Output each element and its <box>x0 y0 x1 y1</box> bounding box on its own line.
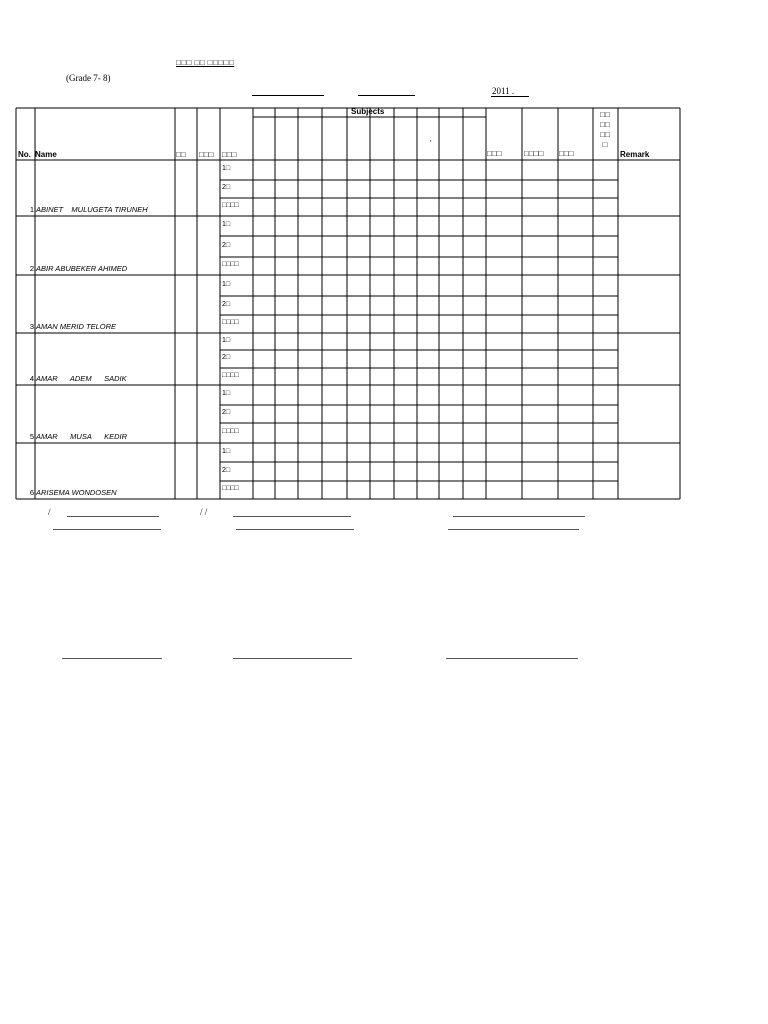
term-average-label: □□□□ <box>222 202 239 209</box>
column-header-no: No. <box>18 150 31 159</box>
term-label: 1□ <box>222 447 231 455</box>
signature-line <box>233 516 351 517</box>
term-label: 2□ <box>222 300 231 308</box>
term-average-label: □□□□ <box>222 428 239 435</box>
column-header-total: □□□ <box>487 149 502 158</box>
row-number: 4 <box>29 374 34 383</box>
student-name: AMAR ADEM SADIK <box>36 374 127 383</box>
row-number: 2 <box>29 264 34 273</box>
signature-line <box>236 529 354 530</box>
signature-line <box>453 516 585 517</box>
term-label: 2□ <box>222 466 231 474</box>
term-average-label: □□□□ <box>222 485 239 492</box>
term-label: 1□ <box>222 280 231 288</box>
term-label: 1□ <box>222 221 231 228</box>
document-title: □□□ □□ □□□□□ <box>176 58 235 67</box>
term-label: 2□ <box>222 409 231 416</box>
column-header-c2: □□□ <box>199 150 214 159</box>
header-blank-line <box>252 95 324 96</box>
signature-line <box>53 529 161 530</box>
stray-mark: ' <box>430 139 432 148</box>
signature-line <box>446 658 578 659</box>
row-number: 1 <box>29 205 34 214</box>
column-header-remark: Remark <box>620 150 650 159</box>
header-blank-line <box>358 95 415 96</box>
grade-label: (Grade 7- 8) <box>66 73 111 83</box>
term-label: 1□ <box>222 390 231 397</box>
term-label: 1□ <box>222 165 231 172</box>
signature-line <box>67 516 159 517</box>
row-number: 3 <box>29 322 34 331</box>
term-label: 2□ <box>222 241 231 249</box>
column-header-name: Name <box>35 150 57 159</box>
subjects-header: Subjects <box>351 107 385 116</box>
row-number: 6 <box>29 488 34 497</box>
term-label: 2□ <box>222 184 231 191</box>
footer-date-slashes: / / <box>200 507 208 517</box>
signature-line <box>62 658 162 659</box>
year-underline <box>491 96 529 97</box>
column-header-rank: □□□ <box>559 149 574 158</box>
footer-slash: / <box>48 507 51 517</box>
term-label: 2□ <box>222 354 231 361</box>
student-name: AMAR MUSA KEDIR <box>36 432 127 441</box>
column-header-average: □□□□ <box>524 149 544 158</box>
column-header-term: □□□ <box>222 150 237 159</box>
column-header-c1: □□ <box>176 150 186 159</box>
row-number: 5 <box>29 432 34 441</box>
term-label: 1□ <box>222 336 231 344</box>
student-name: ARISEMA WONDOSEN <box>36 488 117 497</box>
student-name: ABIR ABUBEKER AHIMED <box>36 264 128 273</box>
signature-line <box>233 658 352 659</box>
signature-line <box>448 529 579 530</box>
term-average-label: □□□□ <box>222 371 239 379</box>
year-label: 2011 . <box>492 86 515 96</box>
student-name: ABINET MULUGETA TIRUNEH <box>36 205 148 214</box>
student-name: AMAN MERID TELORE <box>36 322 117 331</box>
term-average-label: □□□□ <box>222 319 239 326</box>
column-header-conduct: □□□□□□□ <box>600 110 610 149</box>
term-average-label: □□□□ <box>222 261 239 268</box>
